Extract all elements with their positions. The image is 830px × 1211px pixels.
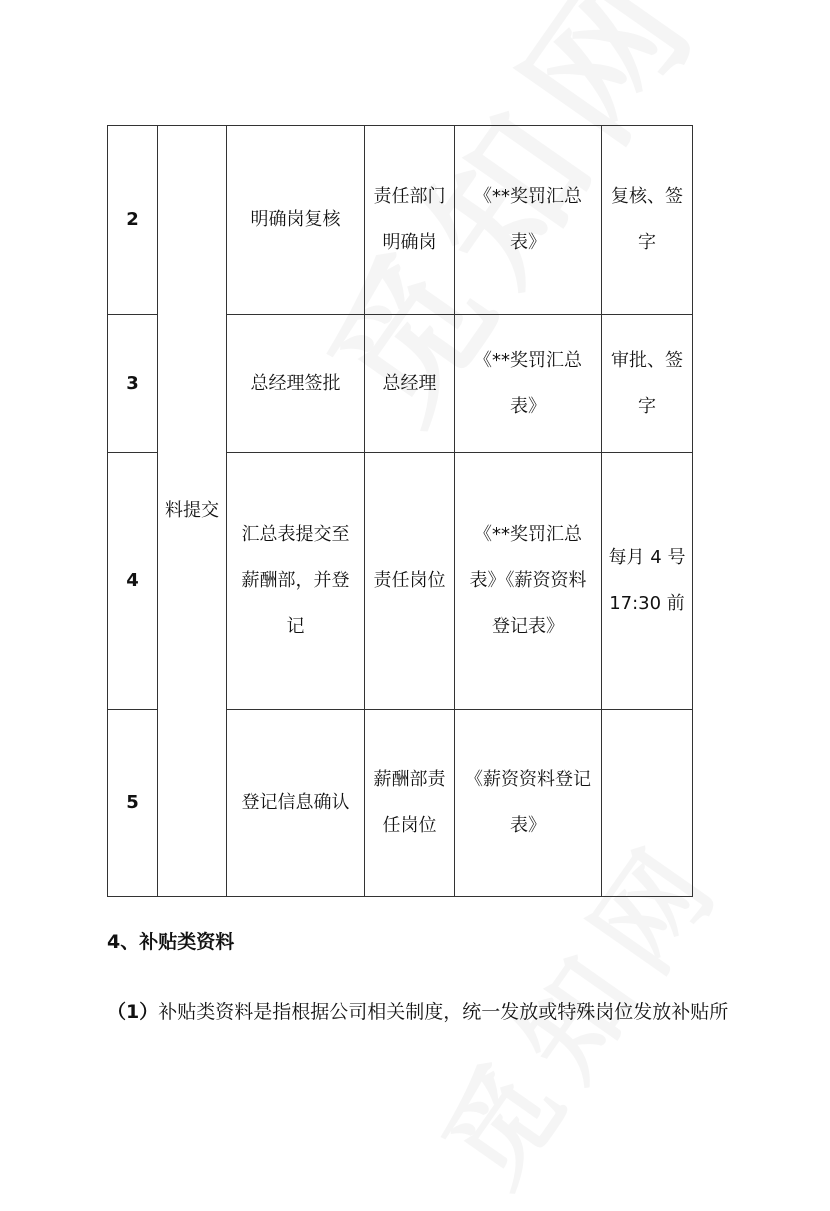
paragraph-index: （1）	[107, 1001, 159, 1023]
row-number: 4	[108, 453, 158, 710]
row-number: 2	[108, 126, 158, 315]
doc-cell: 《**奖罚汇总表》	[455, 315, 602, 453]
merged-stage-cell: 料提交	[158, 126, 227, 897]
note-cell	[602, 710, 693, 897]
step-cell: 明确岗复核	[227, 126, 365, 315]
note-cell: 复核、签字	[602, 126, 693, 315]
doc-cell: 《薪资资料登记表》	[455, 710, 602, 897]
role-cell: 薪酬部责任岗位	[365, 710, 455, 897]
doc-cell: 《**奖罚汇总表》《薪资资料登记表》	[455, 453, 602, 710]
paragraph-text: 补贴类资料是指根据公司相关制度，统一发放或特殊岗位发放补贴所	[158, 1001, 729, 1023]
table-row	[108, 126, 693, 315]
row-number: 3	[108, 315, 158, 453]
doc-cell: 《**奖罚汇总表》	[455, 126, 602, 315]
step-cell: 汇总表提交至薪酬部，并登记	[227, 453, 365, 710]
role-cell: 责任岗位	[365, 453, 455, 710]
role-cell: 责任部门明确岗	[365, 126, 455, 315]
note-cell: 每月 4 号 17:30 前	[602, 453, 693, 710]
row-number: 5	[108, 710, 158, 897]
step-cell: 总经理签批	[227, 315, 365, 453]
step-cell: 登记信息确认	[227, 710, 365, 897]
note-cell: 审批、签字	[602, 315, 693, 453]
section-heading: 4、补贴类资料	[107, 931, 235, 953]
role-cell: 总经理	[365, 315, 455, 453]
process-table	[107, 125, 693, 897]
paragraph	[107, 996, 728, 1028]
